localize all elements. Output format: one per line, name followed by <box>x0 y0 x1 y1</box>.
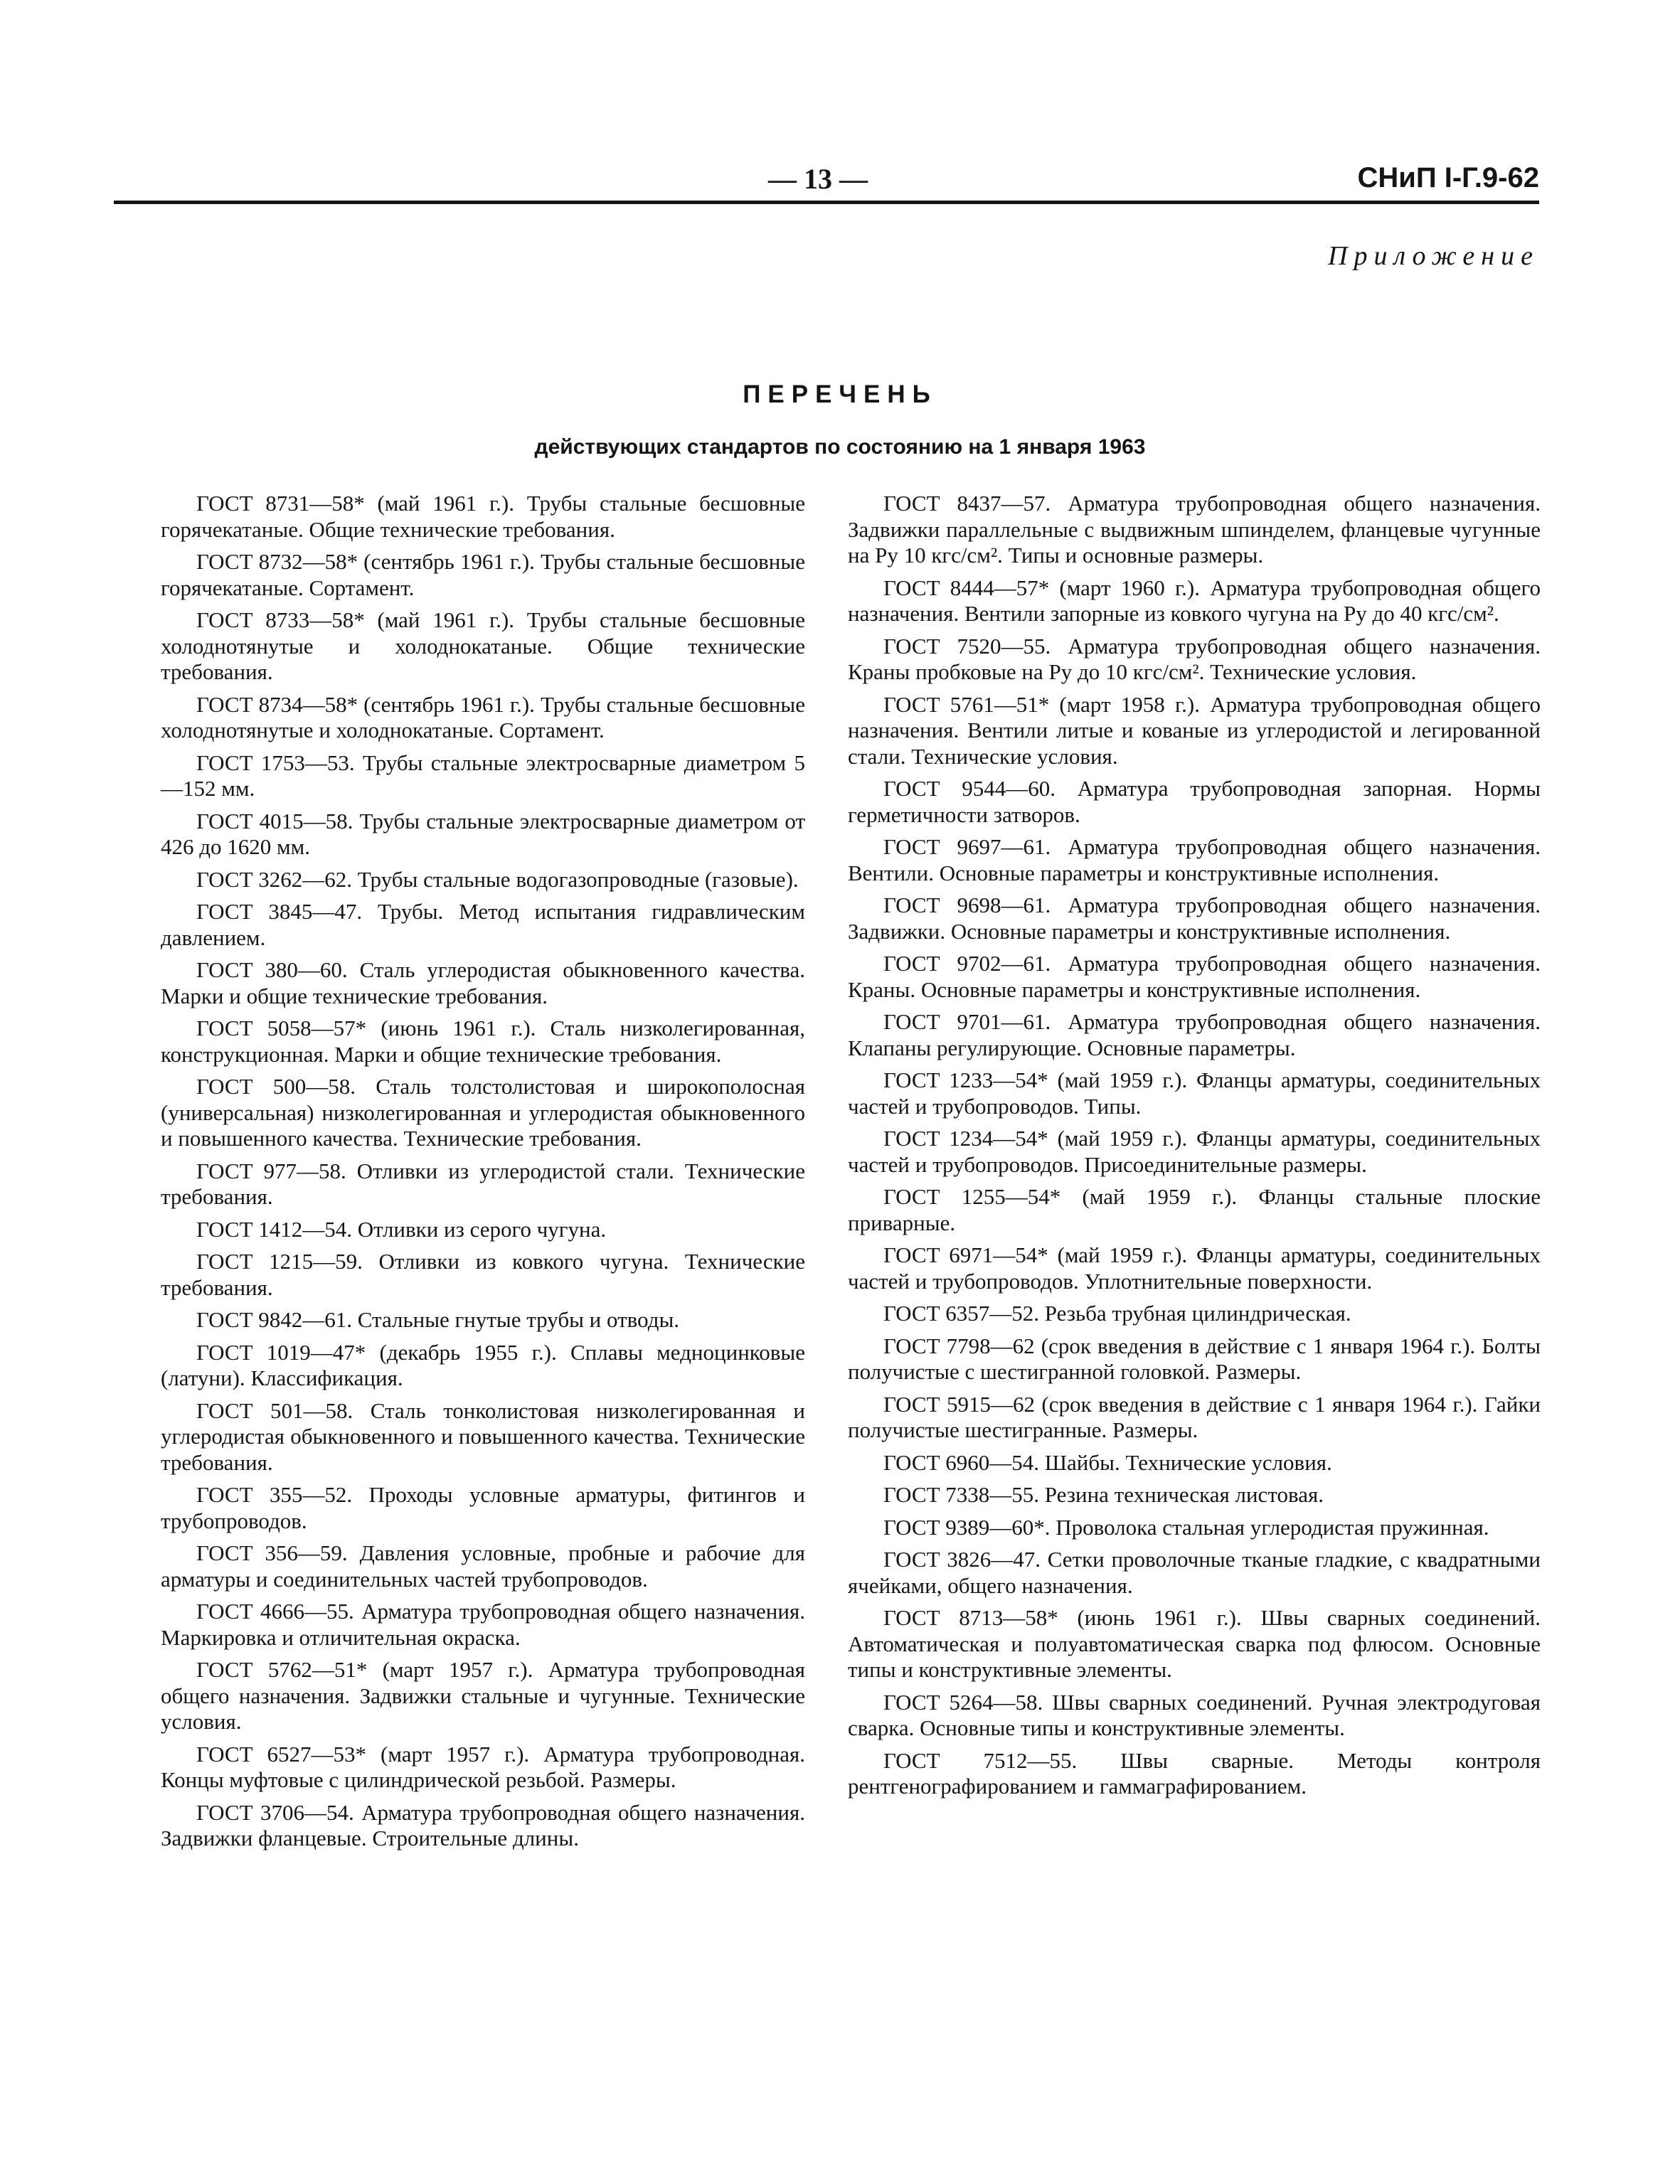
standard-entry: ГОСТ 6971—54* (май 1959 г.). Фланцы арматуры, соединительных частей и трубопроводов. Уплотнительные поверхности. <box>848 1242 1541 1294</box>
standard-entry: ГОСТ 500—58. Сталь толстолистовая и широкополосная (универсальная) низколегированная и углеродистая обыкновенного и повышенного качества. Технические требования. <box>161 1074 805 1151</box>
standard-entry: ГОСТ 4666—55. Арматура трубопроводная общего назначения. Маркировка и отличительная окраска. <box>161 1599 805 1650</box>
standard-entry: ГОСТ 1233—54* (май 1959 г.). Фланцы арматуры, соединительных частей и трубопроводов. Типы. <box>848 1067 1541 1119</box>
appendix-label: Приложение <box>1328 241 1539 271</box>
standard-entry: ГОСТ 380—60. Сталь углеродистая обыкновенного качества. Марки и общие технические требования. <box>161 957 805 1008</box>
standard-entry: ГОСТ 3706—54. Арматура трубопроводная общего назначения. Задвижки фланцевые. Строительные длины. <box>161 1799 805 1850</box>
page-header <box>114 162 1539 205</box>
standard-entry: ГОСТ 355—52. Проходы условные арматуры, фитингов и трубопроводов. <box>161 1482 805 1533</box>
standard-entry: ГОСТ 8732—58* (сентябрь 1961 г.). Трубы стальные бесшовные горячекатаные. Сортамент. <box>161 549 805 600</box>
standard-entry: ГОСТ 9697—61. Арматура трубопроводная общего назначения. Вентили. Основные параметры и конструктивные исполнения. <box>848 834 1541 885</box>
standard-entry: ГОСТ 356—59. Давления условные, пробные и рабочие для арматуры и соединительных частей трубопроводов. <box>161 1540 805 1592</box>
standard-entry: ГОСТ 3826—47. Сетки проволочные тканые гладкие, с квадратными ячейками, общего назначения. <box>848 1547 1541 1598</box>
standard-entry: ГОСТ 5915—62 (срок введения в действие с 1 января 1964 г.). Гайки получистые шестигранные. Размеры. <box>848 1391 1541 1442</box>
standard-entry: ГОСТ 8713—58* (июнь 1961 г.). Швы сварных соединений. Автоматическая и полуавтоматическая сварка под флюсом. Основные типы и конструктивные элементы. <box>848 1605 1541 1682</box>
standards-column-right <box>848 491 1541 1806</box>
standard-entry: ГОСТ 8734—58* (сентябрь 1961 г.). Трубы стальные бесшовные холоднотянутые и холоднокатаные. Сортамент. <box>161 691 805 742</box>
standard-entry: ГОСТ 7520—55. Арматура трубопроводная общего назначения. Краны пробковые на Pу до 10 кгс/см². Технические условия. <box>848 633 1541 684</box>
page-number: — 13 — <box>768 163 868 195</box>
standard-entry: ГОСТ 5264—58. Швы сварных соединений. Ручная электродуговая сварка. Основные типы и конструктивные элементы. <box>848 1689 1541 1740</box>
standard-entry: ГОСТ 8733—58* (май 1961 г.). Трубы стальные бесшовные холоднотянутые и холоднокатаные. Общие технические требования. <box>161 607 805 684</box>
standard-entry: ГОСТ 9701—61. Арматура трубопроводная общего назначения. Клапаны регулирующие. Основные параметры. <box>848 1009 1541 1060</box>
standard-entry: ГОСТ 1412—54. Отливки из серого чугуна. <box>196 1216 607 1242</box>
standard-entry: ГОСТ 9389—60*. Проволока стальная углеродистая пружинная. <box>883 1514 1489 1540</box>
standard-entry: ГОСТ 1215—59. Отливки из ковкого чугуна. Технические требования. <box>161 1249 805 1300</box>
header-rule <box>114 201 1539 204</box>
standard-entry: ГОСТ 1753—53. Трубы стальные электросварные диаметром 5—152 мм. <box>161 750 805 801</box>
standard-entry: ГОСТ 8437—57. Арматура трубопроводная общего назначения. Задвижки параллельные с выдвижным шпинделем, фланцевые чугунные на Pу 10 кгс/см². Типы и основные размеры. <box>848 491 1541 568</box>
standard-entry: ГОСТ 4015—58. Трубы стальные электросварные диаметром от 426 до 1620 мм. <box>161 808 805 859</box>
standard-entry: ГОСТ 3262—62. Трубы стальные водогазопроводные (газовые). <box>196 866 799 892</box>
document-code: СНиП I-Г.9-62 <box>1357 162 1539 193</box>
standard-entry: ГОСТ 3845—47. Трубы. Метод испытания гидравлическим давлением. <box>161 899 805 950</box>
list-title: ПЕРЕЧЕНЬ <box>743 380 937 408</box>
standard-entry: ГОСТ 6960—54. Шайбы. Технические условия. <box>883 1449 1332 1475</box>
standard-entry: ГОСТ 9544—60. Арматура трубопроводная запорная. Нормы герметичности затворов. <box>848 776 1541 827</box>
standard-entry: ГОСТ 9842—61. Стальные гнутые трубы и отводы. <box>196 1307 680 1332</box>
standard-entry: ГОСТ 1234—54* (май 1959 г.). Фланцы арматуры, соединительных частей и трубопроводов. Присоединительные размеры. <box>848 1126 1541 1177</box>
standard-entry: ГОСТ 9702—61. Арматура трубопроводная общего назначения. Краны. Основные параметры и конструктивные исполнения. <box>848 951 1541 1002</box>
standard-entry: ГОСТ 5761—51* (март 1958 г.). Арматура трубопроводная общего назначения. Вентили литые и кованые из углеродистой и легированной стали. Технические условия. <box>848 691 1541 769</box>
standard-entry: ГОСТ 501—58. Сталь тонколистовая низколегированная и углеродистая обыкновенного и повышенного качества. Технические требования. <box>161 1397 805 1475</box>
standard-entry: ГОСТ 1255—54* (май 1959 г.). Фланцы стальные плоские приварные. <box>848 1184 1541 1235</box>
standard-entry: ГОСТ 7338—55. Резина техническая листовая. <box>883 1482 1324 1507</box>
standard-entry: ГОСТ 8444—57* (март 1960 г.). Арматура трубопроводная общего назначения. Вентили запорные из ковкого чугуна на Pу до 40 кгс/см². <box>848 575 1541 626</box>
standard-entry: ГОСТ 5058—57* (июнь 1961 г.). Сталь низколегированная, конструкционная. Марки и общие технические требования. <box>161 1016 805 1067</box>
standard-entry: ГОСТ 8731—58* (май 1961 г.). Трубы стальные бесшовные горячекатаные. Общие технические требования. <box>161 491 805 542</box>
standard-entry: ГОСТ 9698—61. Арматура трубопроводная общего назначения. Задвижки. Основные параметры и конструктивные исполнения. <box>848 893 1541 944</box>
standards-column-left <box>161 491 805 1858</box>
standard-entry: ГОСТ 6527—53* (март 1957 г.). Арматура трубопроводная. Концы муфтовые с цилиндрической резьбой. Размеры. <box>161 1741 805 1792</box>
standard-entry: ГОСТ 5762—51* (март 1957 г.). Арматура трубопроводная общего назначения. Задвижки стальные и чугунные. Технические условия. <box>161 1657 805 1734</box>
standard-entry: ГОСТ 7798—62 (срок введения в действие с 1 января 1964 г.). Болты получистые с шестигранной головкой. Размеры. <box>848 1333 1541 1384</box>
standard-entry: ГОСТ 7512—55. Швы сварные. Методы контроля рентгенографированием и гаммаграфированием. <box>848 1747 1541 1799</box>
standard-entry: ГОСТ 1019—47* (декабрь 1955 г.). Сплавы медноцинковые (латуни). Классификация. <box>161 1339 805 1390</box>
standard-entry: ГОСТ 977—58. Отливки из углеродистой стали. Технические требования. <box>161 1158 805 1209</box>
standard-entry: ГОСТ 6357—52. Резьба трубная цилиндрическая. <box>883 1301 1351 1326</box>
list-subtitle: действующих стандартов по состоянию на 1 января 1963 <box>534 435 1146 459</box>
